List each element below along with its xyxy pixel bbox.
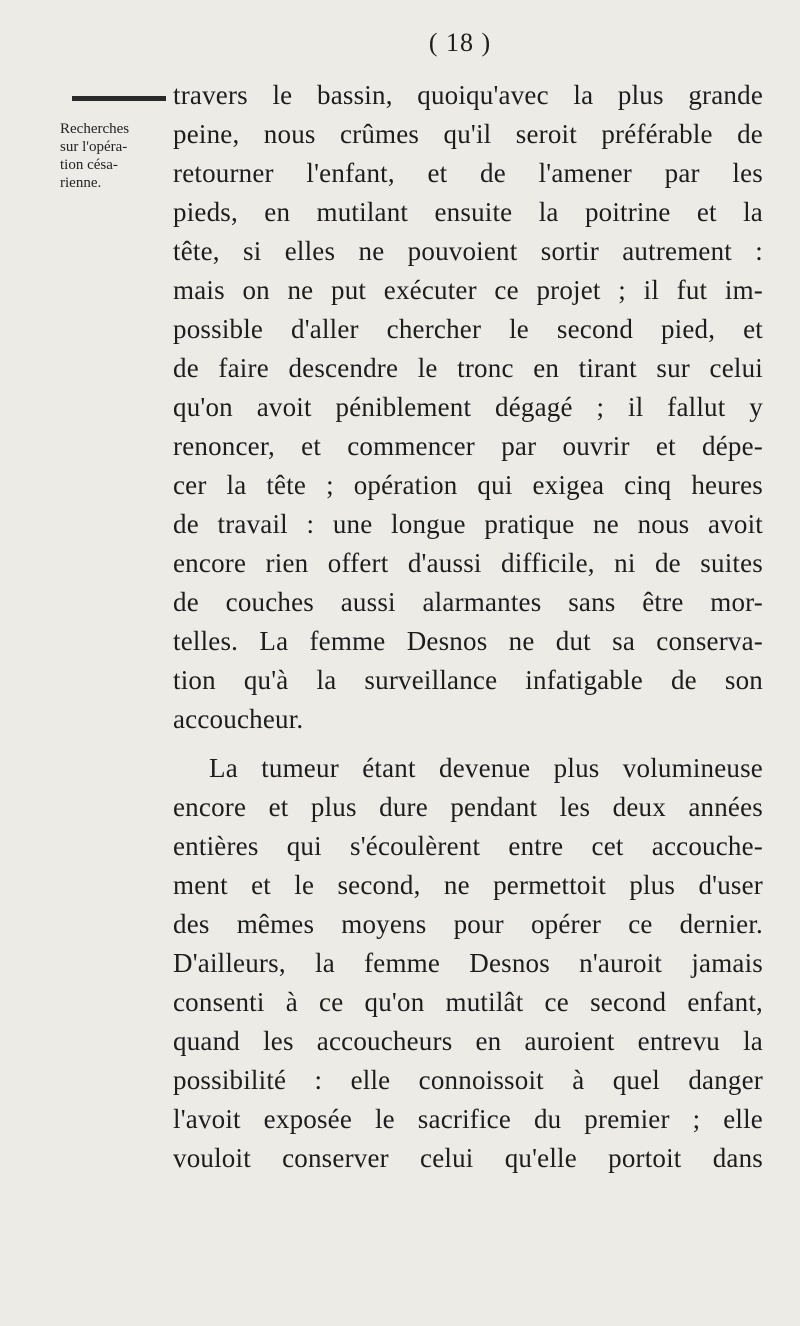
text-line: D'ailleurs, la femme Desnos n'auroit jamais: [173, 948, 763, 978]
text-line: vouloit conserver celui qu'elle portoit dans: [173, 1143, 763, 1173]
margin-note-line: tion césa-: [60, 157, 118, 173]
text-line: mais on ne put exécuter ce projet ; il fut im-: [173, 275, 763, 305]
text-line: pieds, en mutilant ensuite la poitrine et la: [173, 197, 763, 227]
page-number: ( 18 ): [428, 28, 492, 57]
text-line: cer la tête ; opération qui exigea cinq heures: [173, 470, 763, 500]
text-line: l'avoit exposée le sacrifice du premier ; elle: [173, 1104, 763, 1134]
text-line: ment et le second, ne permettoit plus d'user: [173, 870, 763, 900]
text-line: tête, si elles ne pouvoient sortir autrement :: [173, 236, 763, 266]
text-line: entières qui s'écoulèrent entre cet accouche-: [173, 831, 763, 861]
text-line: possibilité : elle connoissoit à quel danger: [173, 1065, 763, 1095]
text-line: tion qu'à la surveillance infatigable de son: [173, 665, 763, 695]
text-line: de faire descendre le tronc en tirant sur celui: [173, 353, 763, 383]
text-line: consenti à ce qu'on mutilât ce second enfant,: [173, 987, 763, 1017]
text-line: La tumeur étant devenue plus volumineuse: [209, 753, 763, 783]
text-line: peine, nous crûmes qu'il seroit préférable de: [173, 119, 763, 149]
text-line: encore rien offert d'aussi difficile, ni de suites: [173, 548, 763, 578]
margin-note-line: Recherches: [60, 121, 130, 137]
text-line: possible d'aller chercher le second pied, et: [173, 314, 763, 344]
text-line: telles. La femme Desnos ne dut sa conserva-: [173, 626, 763, 656]
text-line: retourner l'enfant, et de l'amener par les: [173, 158, 763, 188]
text-line: travers le bassin, quoiqu'avec la plus grande: [173, 80, 763, 110]
running-rule: [72, 96, 166, 101]
margin-note-line: sur l'opéra-: [60, 139, 128, 155]
text-line: de couches aussi alarmantes sans être mor-: [173, 587, 763, 617]
paragraph-gap: [173, 739, 763, 749]
text-line: de travail : une longue pratique ne nous avoit: [173, 509, 763, 539]
margin-note-line: rienne.: [60, 175, 102, 191]
text-line: des mêmes moyens pour opérer ce dernier.: [173, 909, 763, 939]
paragraph-1: [173, 76, 763, 739]
text-line: quand les accoucheurs en auroient entrevu la: [173, 1026, 763, 1056]
paragraph-2: [173, 749, 763, 1178]
margin-note: [60, 120, 172, 192]
text-line: accoucheur.: [173, 704, 304, 734]
main-text: [173, 76, 763, 1178]
text-line: encore et plus dure pendant les deux années: [173, 792, 763, 822]
text-line: renoncer, et commencer par ouvrir et dépe-: [173, 431, 763, 461]
text-line: qu'on avoit péniblement dégagé ; il fallut y: [173, 392, 763, 422]
